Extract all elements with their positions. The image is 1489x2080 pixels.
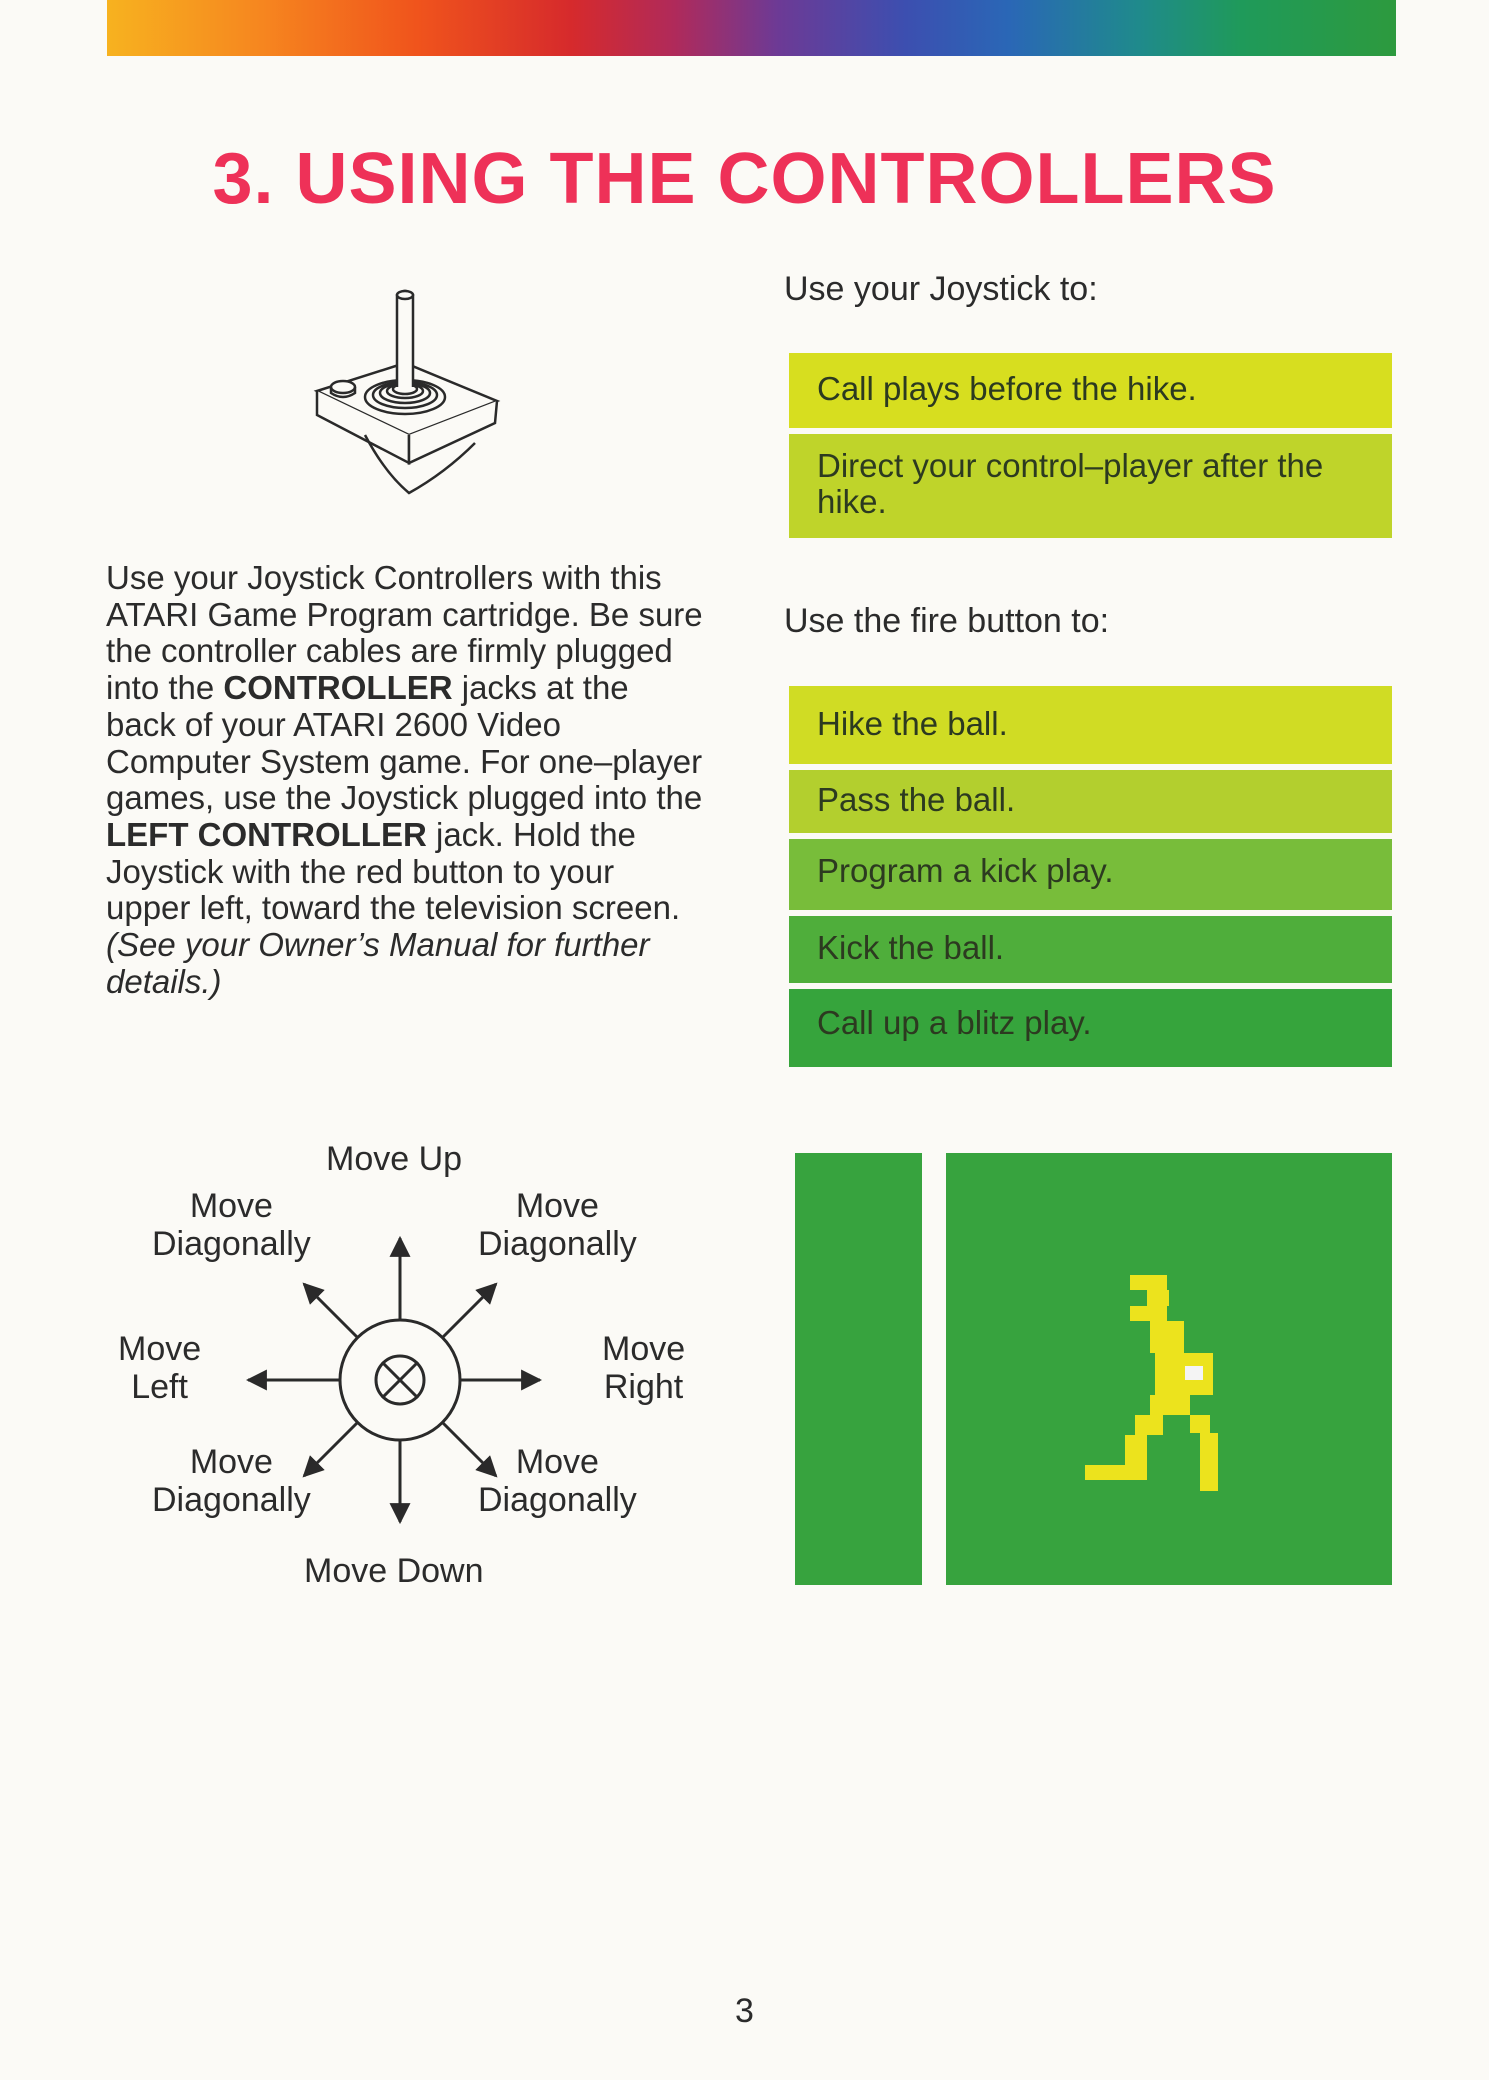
label-move-down-right: Move Diagonally — [478, 1443, 637, 1519]
game-screen-illustration — [795, 1153, 1392, 1585]
joystick-section-heading: Use your Joystick to: — [784, 270, 1098, 308]
page-number: 3 — [735, 1992, 754, 2030]
field-sideline-panel — [795, 1153, 922, 1585]
header-color-bar — [107, 0, 1396, 56]
direction-compass-icon — [230, 1230, 550, 1530]
joystick-icon — [305, 283, 505, 498]
label-move-up-left: Move Diagonally — [152, 1187, 311, 1263]
fire-action-item: Kick the ball. — [789, 916, 1392, 983]
player-ball — [1185, 1366, 1203, 1380]
fire-action-item: Hike the ball. — [789, 686, 1392, 764]
joystick-action-item: Call plays before the hike. — [789, 353, 1392, 428]
joystick-action-item: Direct your control–player after the hike. — [789, 434, 1392, 538]
fire-action-item: Pass the ball. — [789, 770, 1392, 833]
label-move-up-right: Move Diagonally — [478, 1187, 637, 1263]
fire-section-heading: Use the fire button to: — [784, 602, 1110, 640]
fire-action-item: Call up a blitz play. — [789, 989, 1392, 1067]
intro-paragraph: Use your Joystick Controllers with this ATARI Game Program cartridge. Be sure the controller cables are firmly plugged into the CONTROLLER jacks at the back of your ATARI 2600 Video Computer System game. For one–player games, use the Joystick plugged into the LEFT CONTROLLER jack. Hold the Joystick with the red button to your upper left, toward the television screen. (See your Owner’s Manual for further details.) — [106, 559, 703, 1000]
fire-action-list — [789, 686, 1392, 1073]
fire-action-item: Program a kick play. — [789, 839, 1392, 910]
direction-diagram — [100, 1130, 720, 1610]
joystick-action-list — [789, 353, 1392, 544]
page-title: 3. USING THE CONTROLLERS — [212, 139, 1277, 219]
label-move-down-left: Move Diagonally — [152, 1443, 311, 1519]
label-move-right: Move Right — [602, 1330, 686, 1406]
label-move-down: Move Down — [304, 1552, 484, 1590]
label-move-left: Move Left — [118, 1330, 202, 1406]
label-move-up: Move Up — [326, 1140, 463, 1178]
